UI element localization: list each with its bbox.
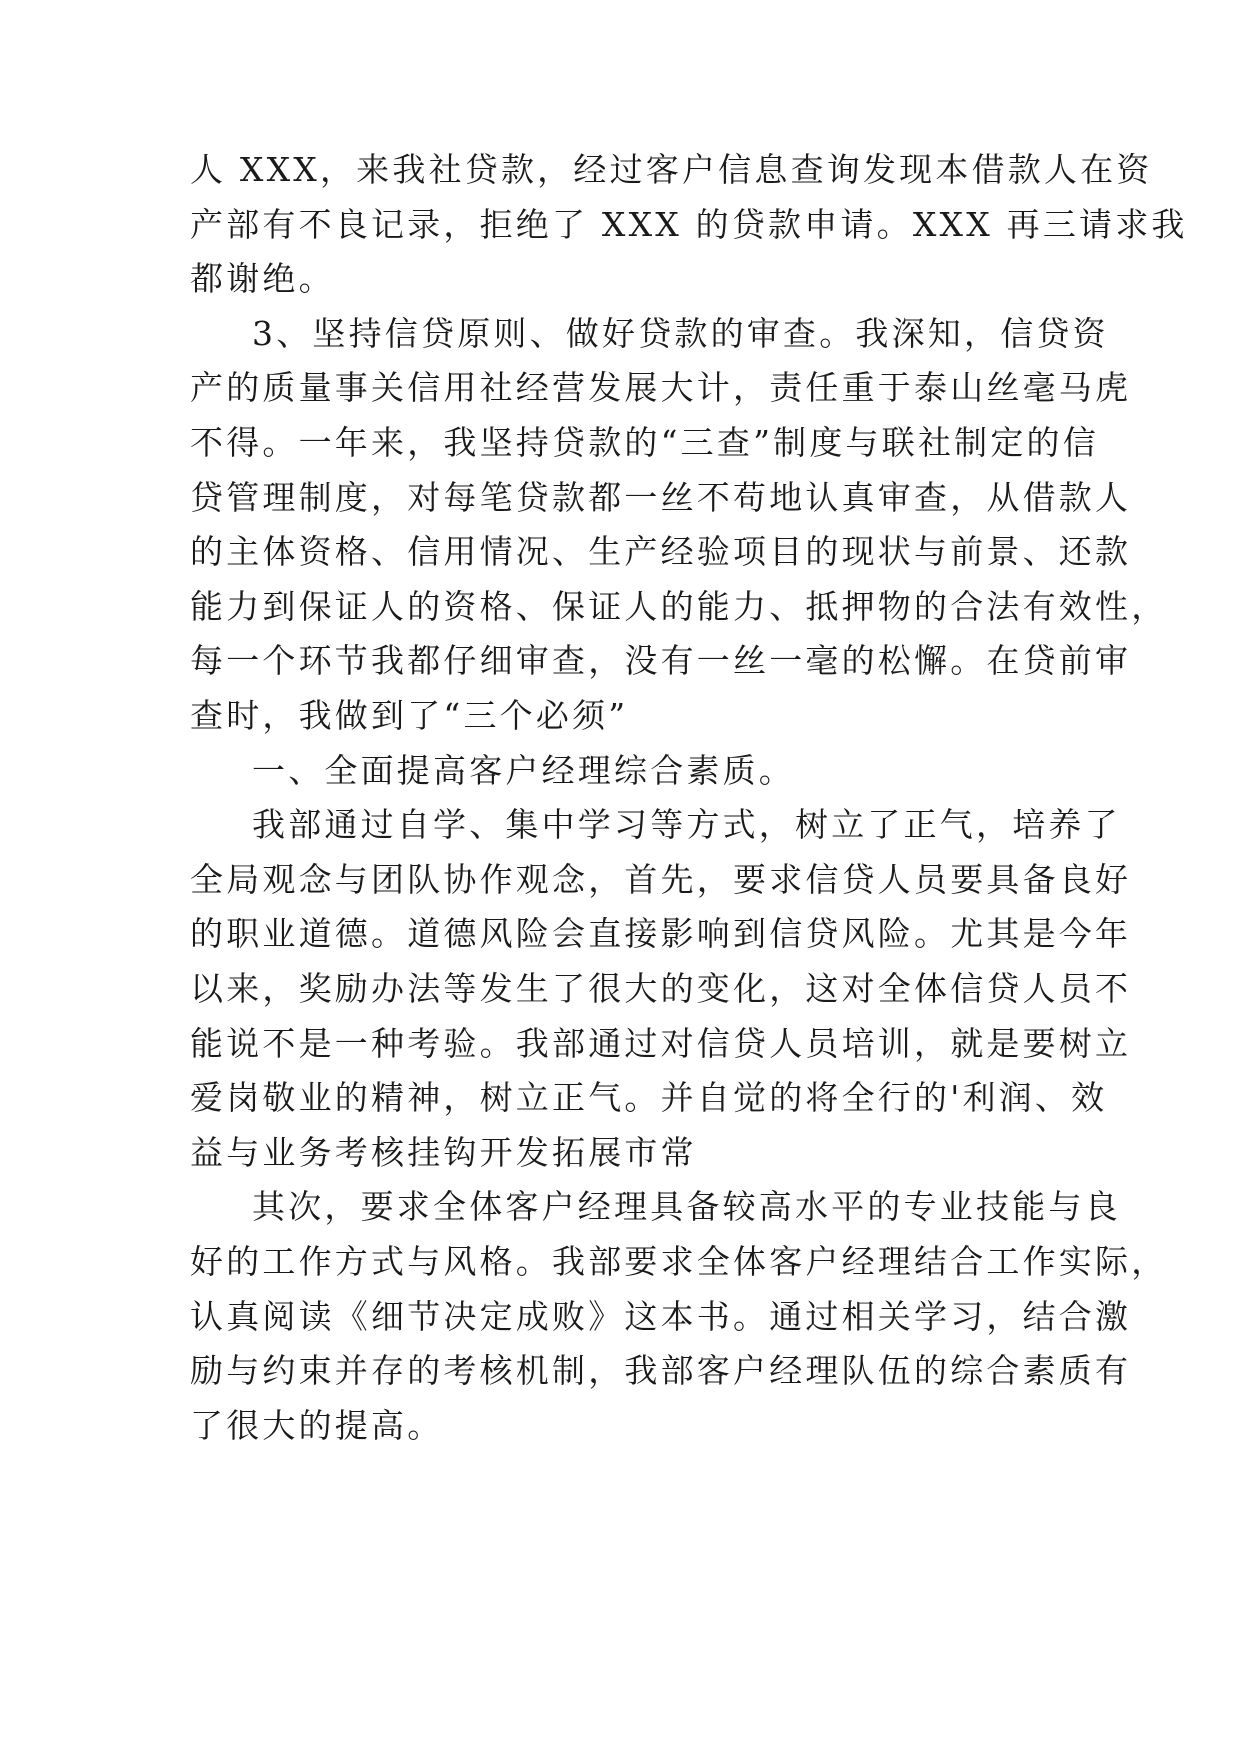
text-line: 爱岗敬业的精神，树立正气。并自觉的将全行的'利润、效 [190, 1078, 1108, 1118]
text-line: 不得。一年来，我坚持贷款的“三查”制度与联社制定的信 [190, 423, 1099, 462]
text-line: 全局观念与团队协作观念，首先，要求信贷人员要具备良好 [190, 859, 1132, 899]
text-line: 能力到保证人的资格、保证人的能力、抵押物的合法有效性， [190, 586, 1168, 626]
text-line: 产部有不良记录，拒绝了 XXX 的贷款申请。XXX 再三请求我 [190, 204, 1188, 244]
text-line: 一、全面提高客户经理综合素质。 [252, 750, 795, 790]
text-line: 查时，我做到了“三个必须” [190, 696, 629, 735]
text-line: 好的工作方式与风格。我部要求全体客户经理结合工作实际， [190, 1242, 1168, 1281]
text-line: 的主体资格、信用情况、生产经验项目的现状与前景、还款 [190, 532, 1132, 572]
text-line: 都谢绝。 [190, 259, 335, 299]
text-line: 3、坚持信贷原则、做好贷款的审查。我深知，信贷资 [252, 313, 1109, 353]
text-line: 其次，要求全体客户经理具备较高水平的专业技能与良 [252, 1187, 1121, 1227]
text-line: 以来，奖励办法等发生了很大的变化，这对全体信贷人员不 [190, 969, 1132, 1008]
text-line: 的职业道德。道德风险会直接影响到信贷风险。尤其是今年 [190, 914, 1132, 954]
text-line: 励与约束并存的考核机制，我部客户经理队伍的综合素质有 [190, 1351, 1132, 1391]
text-line: 我部通过自学、集中学习等方式，树立了正气，培养了 [252, 805, 1121, 845]
text-line: 人 XXX，来我社贷款，经过客户信息查询发现本借款人在资 [190, 150, 1153, 189]
text-line: 能说不是一种考验。我部通过对信贷人员培训，就是要树立 [190, 1023, 1132, 1063]
text-line: 产的质量事关信用社经营发展大计，责任重于泰山丝毫马虎 [190, 368, 1132, 408]
text-line: 认真阅读《细节决定成败》这本书。通过相关学习，结合激 [190, 1296, 1132, 1336]
text-line: 了很大的提高。 [190, 1405, 444, 1445]
text-line: 益与业务考核挂钩开发拓展市常 [190, 1132, 697, 1172]
text-line: 每一个环节我都仔细审查，没有一丝一毫的松懈。在贷前审 [190, 641, 1132, 681]
text-line: 贷管理制度，对每笔贷款都一丝不苟地认真审查，从借款人 [190, 477, 1132, 517]
